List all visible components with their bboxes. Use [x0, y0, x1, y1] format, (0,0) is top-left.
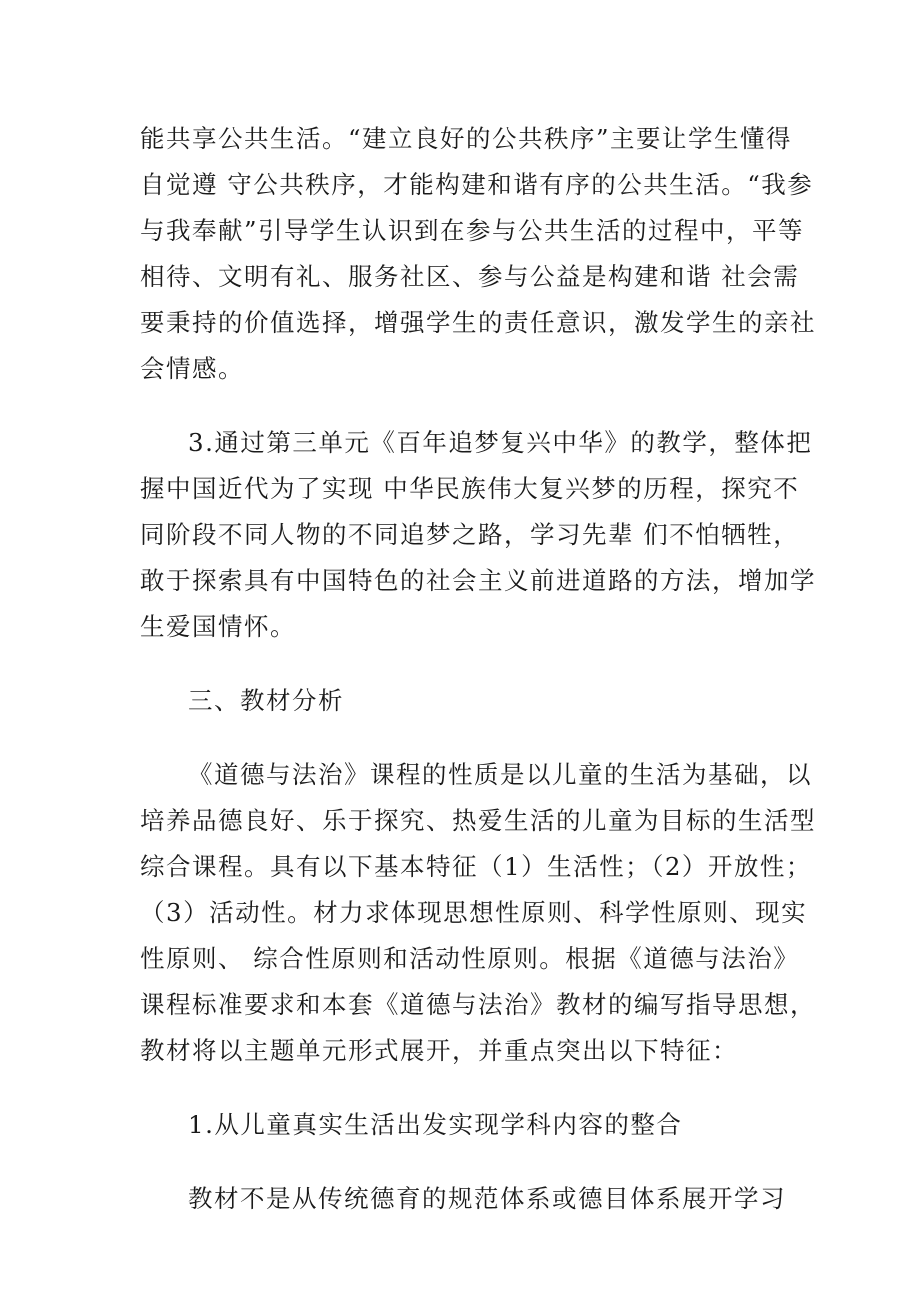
paragraph-unit-three — [140, 420, 816, 650]
text-line: 性原则、 综合性原则和活动性原则。根据《道德与法治》 — [140, 944, 800, 973]
text-line: 敢于探索具有中国特色的社会主义前进道路的方法，增加学 — [140, 566, 816, 595]
paragraph-gap — [140, 1148, 800, 1176]
subsection-heading: 1.从儿童真实生活出发实现学科内容的整合 — [188, 1110, 683, 1139]
paragraph-gap — [140, 1074, 800, 1102]
paragraph-public-life — [140, 116, 816, 392]
text-line: 自觉遵 守公共秩序，才能构建和谐有序的公共生活。“我参 — [140, 170, 814, 199]
text-line: 综合课程。具有以下基本特征（1）生活性；（2）开放性； — [140, 852, 812, 881]
text-line: 会情感。 — [140, 354, 244, 383]
paragraph-course-nature — [140, 752, 816, 1074]
text-line: 《道德与法治》课程的性质是以儿童的生活为基础，以 — [188, 760, 812, 789]
document-body — [140, 116, 816, 1222]
text-line: 相待、文明有礼、服务社区、参与公益是构建和谐 社会需 — [140, 262, 800, 291]
text-line: 课程标准要求和本套《道德与法治》教材的编写指导思想， — [140, 990, 816, 1019]
text-line: 与我奉献”引导学生认识到在参与公共生活的过程中，平等 — [140, 216, 805, 245]
text-line: 教材不是从传统德育的规范体系或德目体系展开学习 — [188, 1184, 786, 1213]
paragraph-gap — [140, 724, 800, 752]
heading-textbook-analysis — [140, 678, 800, 724]
text-line: 教材将以主题单元形式展开，并重点突出以下特征： — [140, 1036, 738, 1065]
text-line: 要秉持的价值选择，增强学生的责任意识，激发学生的亲社 — [140, 308, 816, 337]
subheading-real-life — [140, 1102, 800, 1148]
text-line: 同阶段不同人物的不同追梦之路，学习先辈 们不怕牺牲， — [140, 520, 800, 549]
text-line: 能共享公共生活。“建立良好的公共秩序”主要让学生懂得 — [140, 124, 793, 153]
text-line: 生爱国情怀。 — [140, 612, 296, 641]
text-line: 握中国近代为了实现 中华民族伟大复兴梦的历程，探究不 — [140, 474, 800, 503]
paragraph-textbook-approach — [140, 1176, 800, 1222]
text-line: 3.通过第三单元《百年追梦复兴中华》的教学，整体把 — [188, 428, 813, 457]
paragraph-gap — [140, 392, 800, 420]
section-heading: 三、教材分析 — [188, 686, 344, 715]
paragraph-gap — [140, 650, 800, 678]
text-line: （3）活动性。材力求体现思想性原则、科学性原则、现实 — [140, 898, 808, 927]
text-line: 培养品德良好、乐于探究、热爱生活的儿童为目标的生活型 — [140, 806, 816, 835]
